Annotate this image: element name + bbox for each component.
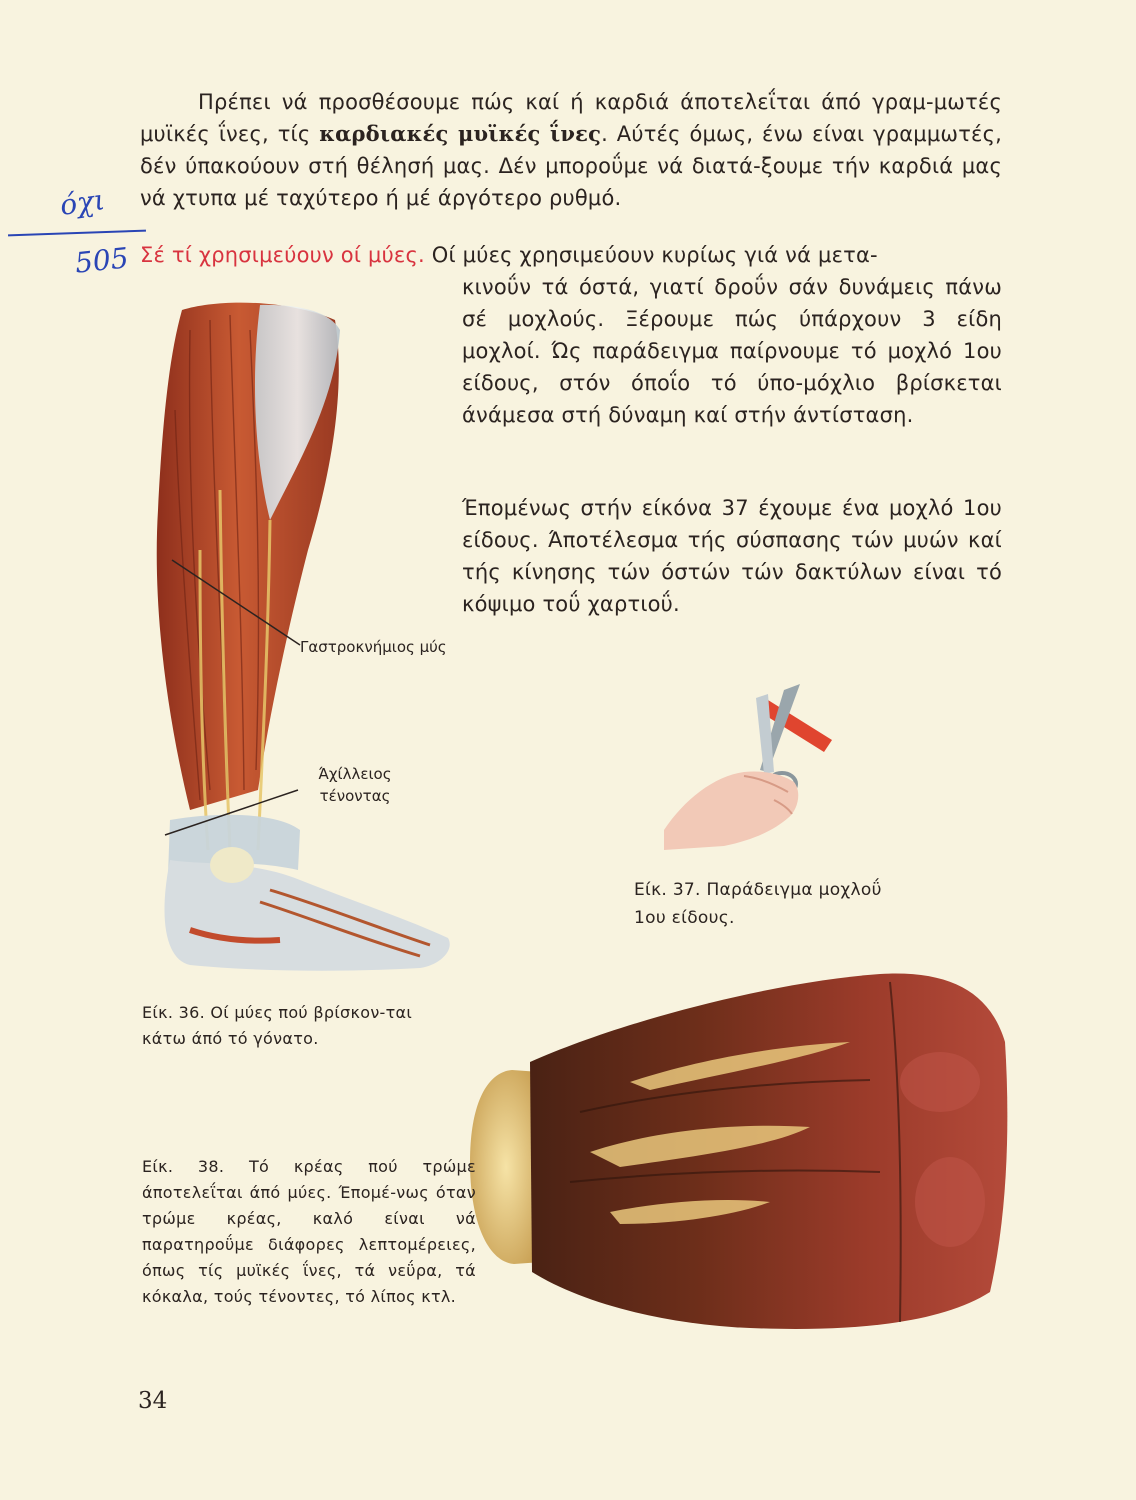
p2-text-first: Οί μύες χρησιμεύουν κυρίως γιά νά μετα- (424, 243, 878, 267)
label-gastrocnemius: Γαστροκνήμιος μύς (300, 638, 447, 656)
p1-text-before: Πρέπει νά προσθέσουμε πώς καί ή καρδιά άποτελεΐται άπό γραμ-μωτές μυϊκές ΐνες, τίς (140, 90, 1002, 146)
page-number: 34 (138, 1388, 168, 1414)
caption-figure-37: Είκ. 37. Παράδειγμα μοχλοΰ 1ου είδους. (634, 880, 882, 928)
caption-figure-38: Είκ. 38. Τό κρέας πού τρώμε άποτελεΐται άπό μύες. Έπομέ-νως όταν τρώμε κρέας, καλό είναι νά παρατηροΰμε διάφορες λεπτομέρειες, όπως τίς μυϊκές ΐνες, τά νεΰρα, τά κόκαλα, τούς τένοντες, τό λίπος κτλ. (142, 1157, 476, 1306)
handwritten-annotation-number: 505 (73, 241, 131, 280)
p1-text-after: . Αύτές όμως, ένω είναι γραμμωτές, δέν ύπακούουν στή θέλησή μας. Δέν μποροΰμε νά διατά-ξουμε τήν καρδιά μας νά χτυπα μέ ταχύτερο ή μέ άργότερο ρυθμό. (140, 122, 1003, 210)
section-heading: Σέ τί χρησιμεύουν οί μύες. (140, 243, 425, 267)
paragraph-cardiac-muscle (140, 86, 1002, 214)
leg-muscles-illustration (130, 290, 470, 980)
label-achilles-tendon: Άχίλλειος τένοντας (318, 765, 392, 805)
p2-text-rest: κινοΰν τά όστά, γιατί δροΰν σάν δυνάμεις πάνω σέ μοχλούς. Ξέρουμε πώς ύπάρχουν 3 είδη μοχλοί. Ώς παράδειγμα παίρνουμε τό μοχλό 1ου είδους, στόν όποΐο τό ύπο-μόχλιο βρίσκεται άνάμεσα στή δύναμη καί στήν άντίσταση. (462, 275, 1002, 427)
caption-figure-36: Είκ. 36. Οί μύες πού βρίσκον-ται κάτω άπό τό γόνατο. (142, 1003, 413, 1048)
paragraph-lever-example: Έπομένως στήν είκόνα 37 έχουμε ένα μοχλό 1ου είδους. Άποτέλεσμα τής σύσπασης τών μυών καί τής κίνησης τών όστών τών δακτύλων είναι τό κόψιμο τοΰ χαρτιοΰ. (462, 496, 1002, 616)
hand-scissors-illustration (664, 680, 854, 850)
foot-shape (164, 860, 449, 971)
meat-cut-photo (470, 962, 1010, 1336)
hand-shape (664, 771, 798, 850)
handwritten-annotation-oxi: όχι (57, 183, 107, 222)
handwritten-underline (8, 230, 146, 237)
p1-bold-term: καρδιακές μυϊκές ΐνες (319, 121, 602, 146)
